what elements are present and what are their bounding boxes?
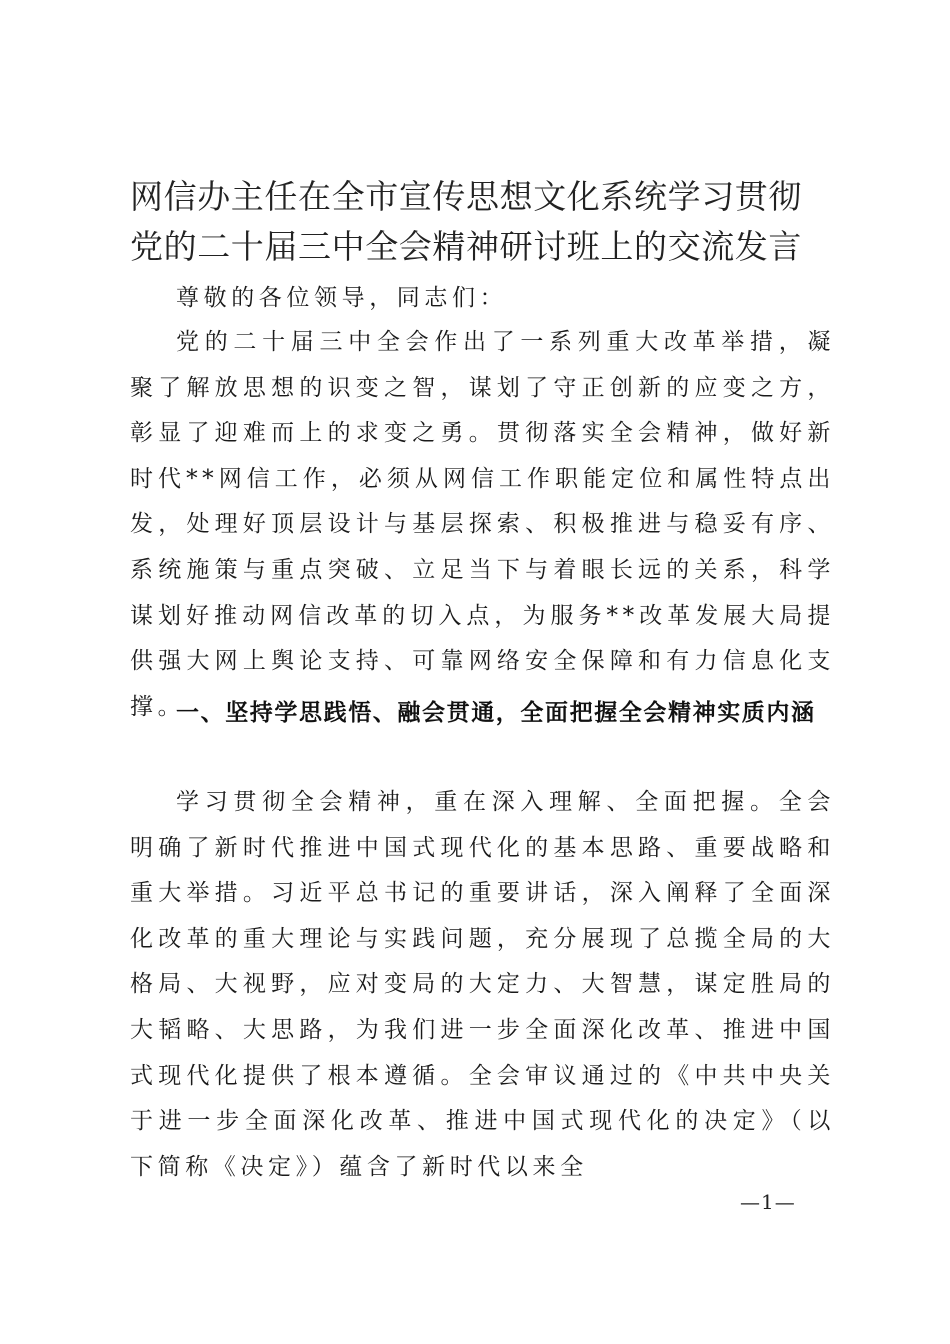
- document-title: 网信办主任在全市宣传思想文化系统学习贯彻党的二十届三中全会精神研讨班上的交流发言: [130, 177, 802, 266]
- section-heading-1: 一、坚持学思践悟、融会贯通，全面把握全会精神实质内涵: [176, 700, 816, 726]
- greeting: 尊敬的各位领导，同志们：: [176, 285, 508, 311]
- paragraph-section-1: 学习贯彻全会精神，重在深入理解、全面把握。全会明确了新时代推进中国式现代化的基本思路、重要战略和重大举措。习近平总书记的重要讲话，深入阐释了全面深化改革的重大理论与实践问题，充分展现了总揽全局的大格局、大视野，应对变局的大定力、大智慧，谋定胜局的大韬略、大思路，为我们进一步全面深化改革、推进中国式现代化提供了根本遵循。全会审议通过的《中共中央关于进一步全面深化改革、推进中国式现代化的决定》（以下简称《决定》）蕴含了新时代以来全: [130, 789, 835, 1180]
- paragraph-intro: 党的二十届三中全会作出了一系列重大改革举措，凝聚了解放思想的识变之智，谋划了守正创新的应变之方，彰显了迎难而上的求变之勇。贯彻落实全会精神，做好新时代**网信工作，必须从网信工作职能定位和属性特点出发，处理好顶层设计与基层探索、积极推进与稳妥有序、系统施策与重点突破、立足当下与着眼长远的关系，科学谋划好推动网信改革的切入点，为服务**改革发展大局提供强大网上舆论支持、可靠网络安全保障和有力信息化支撑。: [130, 329, 835, 720]
- page-number: —1—: [740, 1190, 796, 1214]
